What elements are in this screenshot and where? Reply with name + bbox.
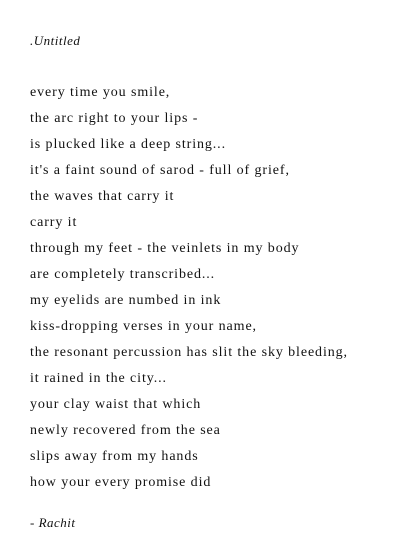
poem-line: are completely transcribed... bbox=[30, 267, 216, 282]
poem-line: slips away from my hands bbox=[30, 449, 199, 464]
poem-line: is plucked like a deep string... bbox=[30, 137, 226, 152]
poem-line: the waves that carry it bbox=[30, 189, 175, 204]
poem-title: .Untitled bbox=[30, 33, 81, 48]
poem-line: it rained in the city... bbox=[30, 371, 167, 386]
poem-line: through my feet - the veinlets in my body bbox=[30, 241, 300, 256]
poem-line: your clay waist that which bbox=[30, 397, 202, 412]
poem-line: it's a faint sound of sarod - full of grief, bbox=[30, 163, 290, 178]
poem-body bbox=[30, 80, 348, 496]
poem-line: kiss-dropping verses in your name, bbox=[30, 319, 257, 334]
poem-signature: - Rachit bbox=[30, 515, 76, 530]
poem-line: the arc right to your lips - bbox=[30, 111, 199, 126]
poem-line: every time you smile, bbox=[30, 85, 171, 100]
poem-line: how your every promise did bbox=[30, 475, 212, 490]
poem-line: the resonant percussion has slit the sky bleeding, bbox=[30, 345, 348, 360]
poem-line: newly recovered from the sea bbox=[30, 423, 221, 438]
poem-line: my eyelids are numbed in ink bbox=[30, 293, 222, 308]
poem-line: carry it bbox=[30, 215, 78, 230]
